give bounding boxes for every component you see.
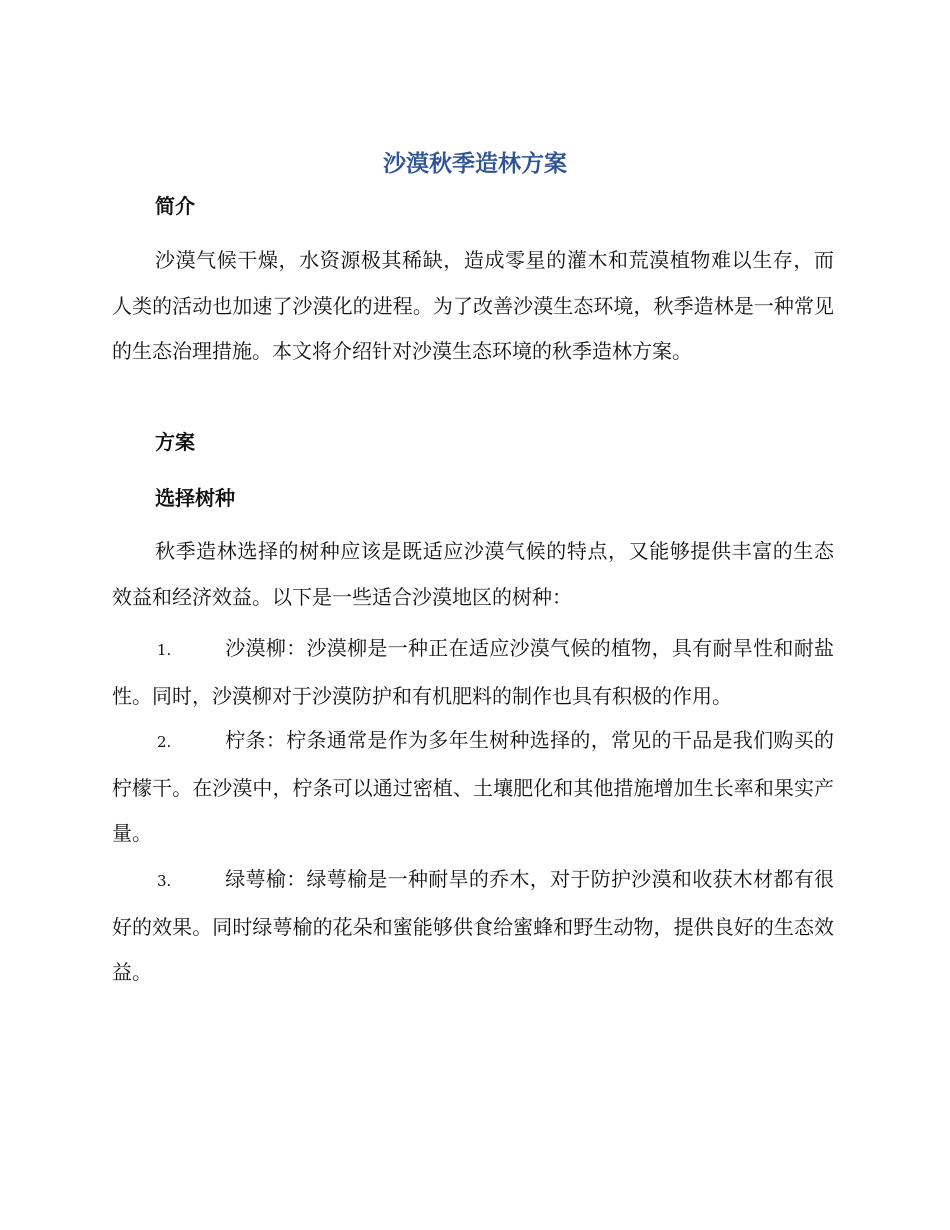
list-item-number: 3.: [157, 872, 172, 890]
list-item-number: 2.: [157, 733, 172, 751]
intro-paragraph: 沙漠气候干燥，水资源极其稀缺，造成零星的灌木和荒漠植物难以生存，而人类的活动也加速了沙漠化的进程。为了改善沙漠生态环境，秋季造林是一种常见的生态治理措施。本文将介绍针对沙漠生态环境的秋季造林方案。: [112, 248, 834, 363]
list-item-text: 沙漠柳：沙漠柳是一种正在适应沙漠气候的植物，具有耐旱性和耐盐性。同时，沙漠柳对于沙漠防护和有机肥料的制作也具有积极的作用。: [112, 636, 834, 708]
document-title: 沙漠秋季造林方案: [383, 151, 567, 177]
section-heading-tree-selection: 选择树种: [155, 486, 235, 510]
list-item-text: 绿萼榆：绿萼榆是一种耐旱的乔木，对于防护沙漠和收获木材都有很好的效果。同时绿萼榆的花朵和蜜能够供食给蜜蜂和野生动物，提供良好的生态效益。: [112, 867, 834, 984]
list-item-text: 柠条：柠条通常是作为多年生树种选择的，常见的干品是我们购买的柠檬干。在沙漠中，柠条可以通过密植、土壤肥化和其他措施增加生长率和果实产量。: [112, 728, 834, 845]
section-heading-intro: 简介: [155, 194, 195, 218]
list-item: [112, 857, 834, 996]
list-item: [112, 718, 834, 857]
list-item-number: 1.: [157, 641, 172, 659]
section-heading-plan: 方案: [155, 430, 195, 454]
tree-selection-paragraph: 秋季造林选择的树种应该是既适应沙漠气候的特点，又能够提供丰富的生态效益和经济效益。以下是一些适合沙漠地区的树种：: [112, 539, 834, 609]
list-item: [112, 626, 834, 719]
